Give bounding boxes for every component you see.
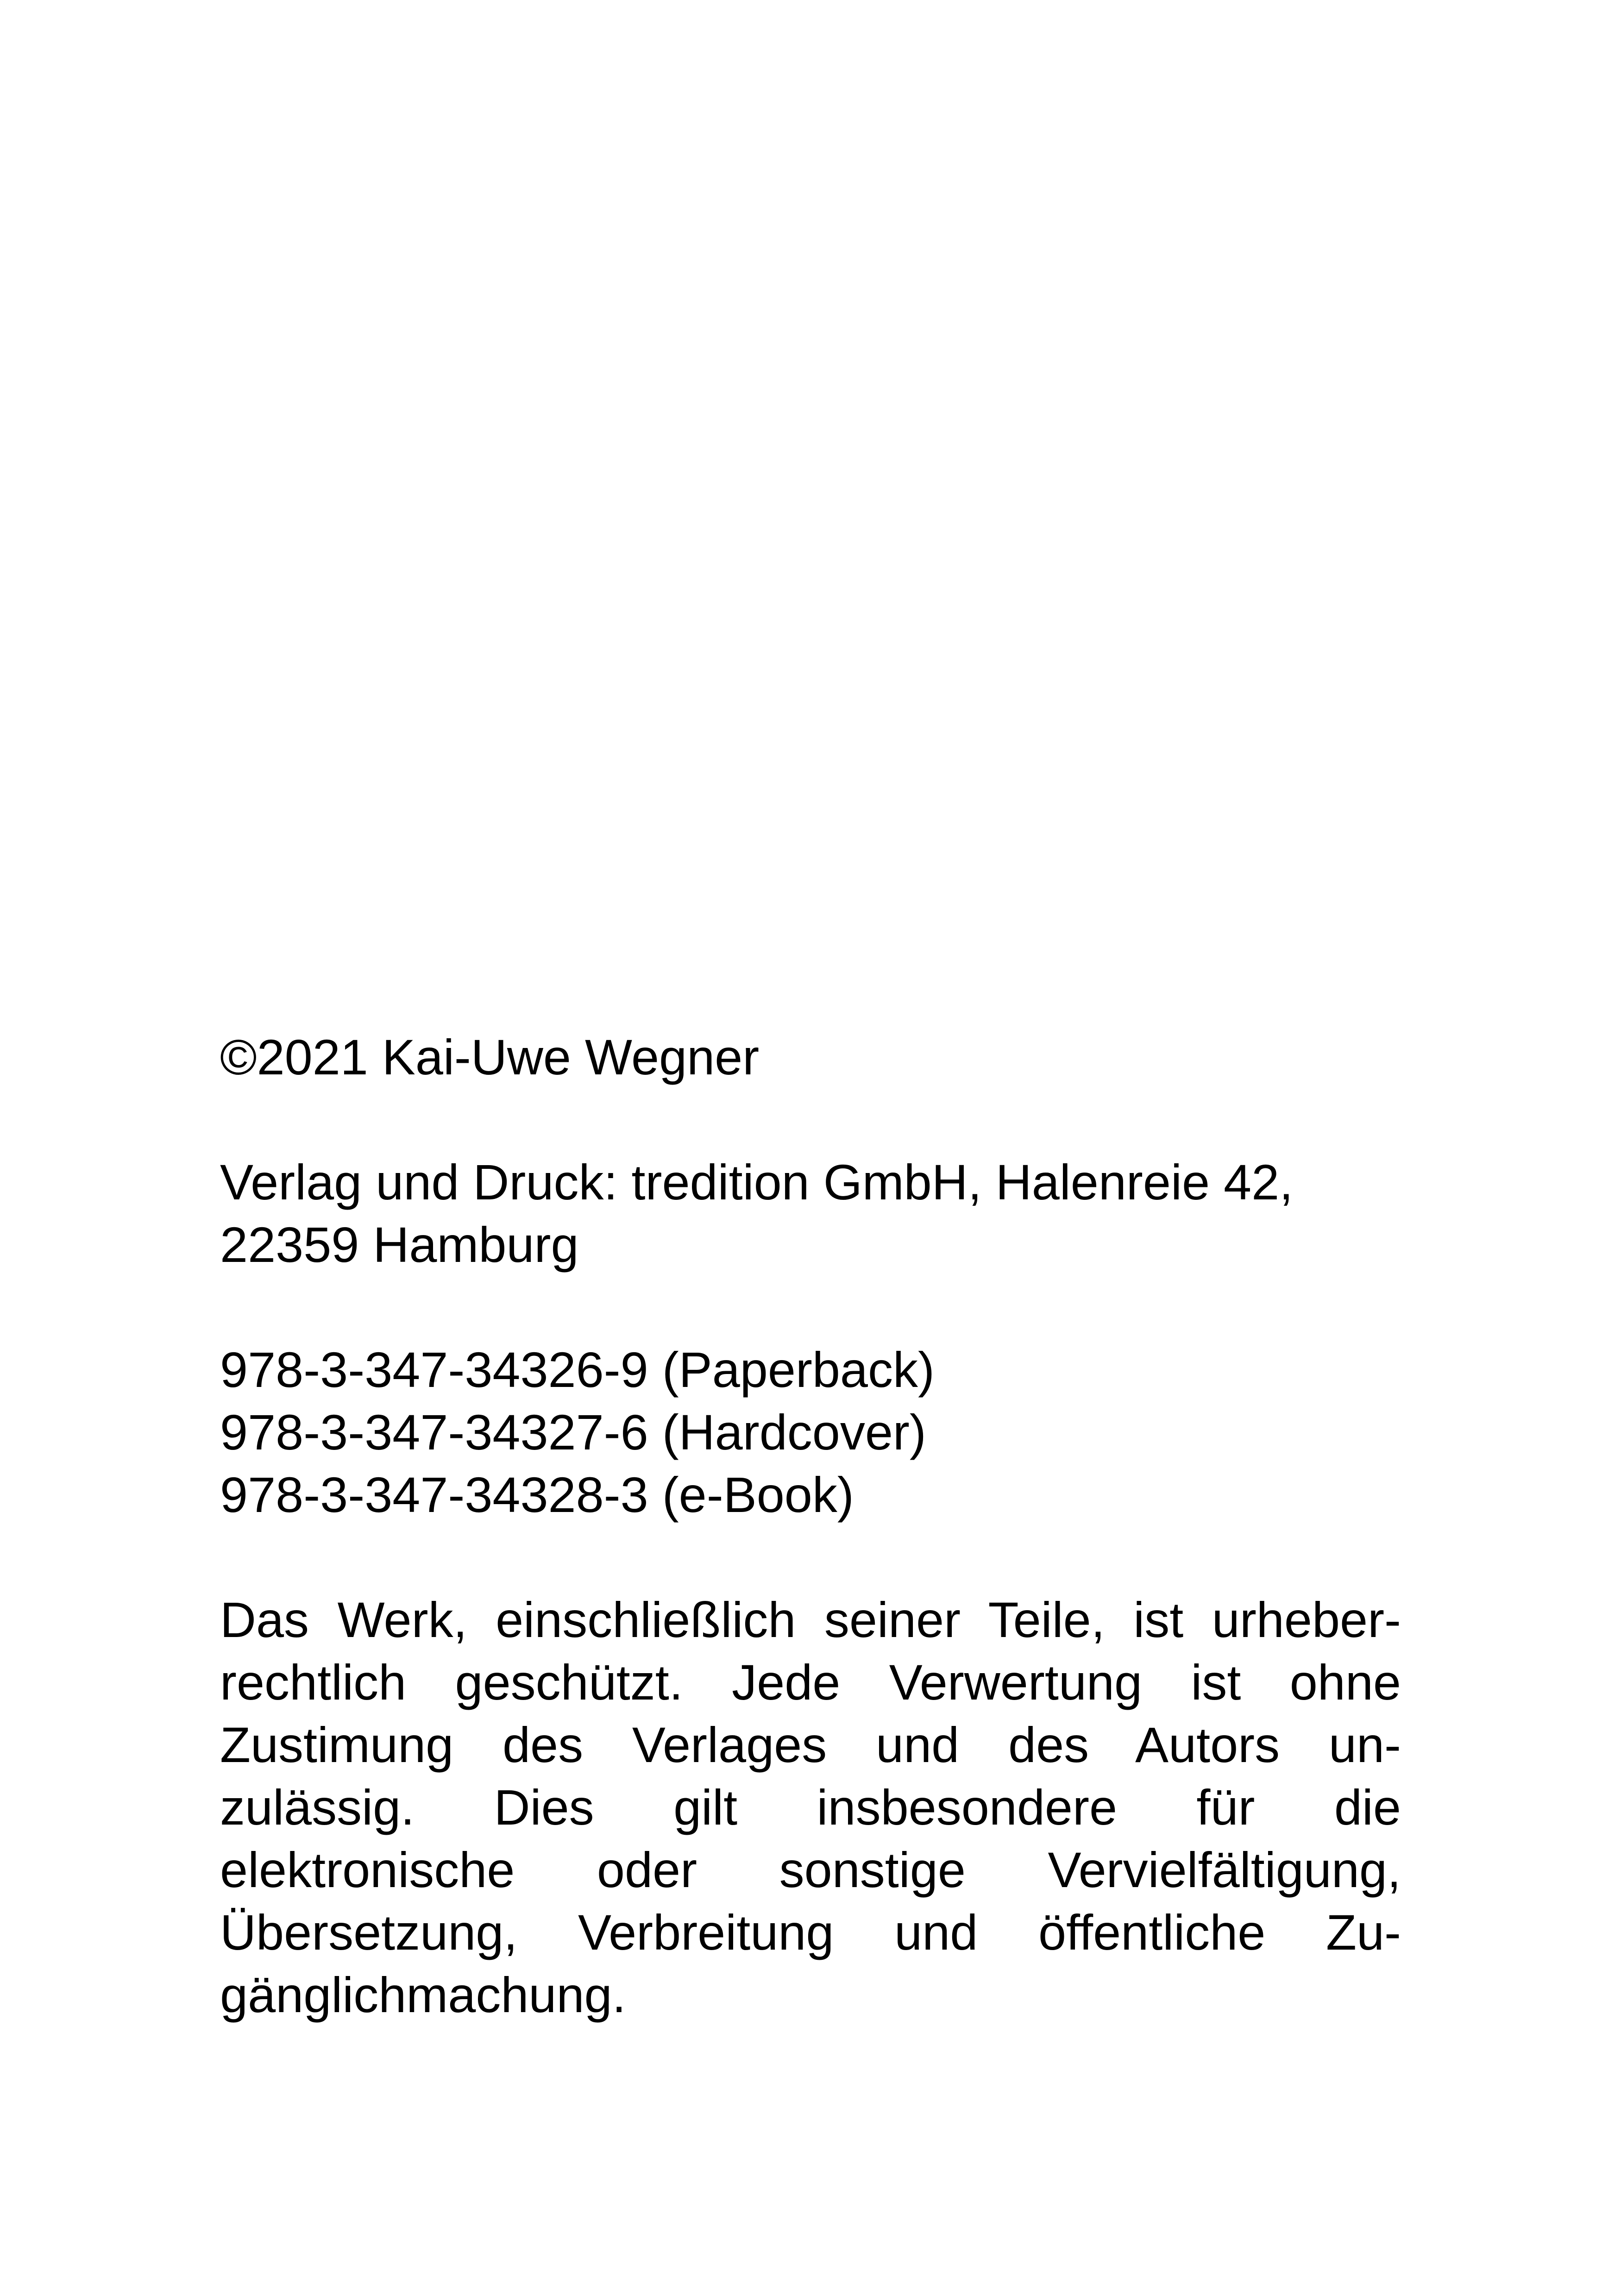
isbn-paperback: 978-3-347-34326-9 (Paperback) <box>220 1342 935 1398</box>
spacer <box>220 1526 1401 1588</box>
legal-notice-line: elektronische oder sonstige Vervielfältigung, <box>220 1842 1401 1898</box>
spacer <box>220 1276 1401 1338</box>
publisher-address-line-1: Verlag und Druck: tredition GmbH, Halenreie 42, <box>220 1154 1294 1210</box>
publisher-address-line-2: 22359 Hamburg <box>220 1217 579 1273</box>
isbn-ebook: 978-3-347-34328-3 (e-Book) <box>220 1467 854 1523</box>
imprint-block <box>220 1026 1401 2026</box>
legal-notice-line: Übersetzung, Verbreitung und öffentliche Zu- <box>220 1904 1401 1960</box>
legal-notice-line: Das Werk, einschließlich seiner Teile, ist urheber- <box>220 1592 1401 1648</box>
legal-notice-line: rechtlich geschützt. Jede Verwertung ist ohne <box>220 1654 1401 1710</box>
legal-notice-line: Zustimung des Verlages und des Autors un- <box>220 1717 1401 1773</box>
legal-notice <box>220 1588 1401 2026</box>
copyright-line: ©2021 Kai-Uwe Wegner <box>220 1029 760 1085</box>
legal-notice-line: zulässig. Dies gilt insbesondere für die <box>220 1779 1401 1835</box>
spacer <box>220 1088 1401 1151</box>
legal-notice-line: gänglichmachung. <box>220 1967 626 2023</box>
isbn-hardcover: 978-3-347-34327-6 (Hardcover) <box>220 1404 926 1460</box>
